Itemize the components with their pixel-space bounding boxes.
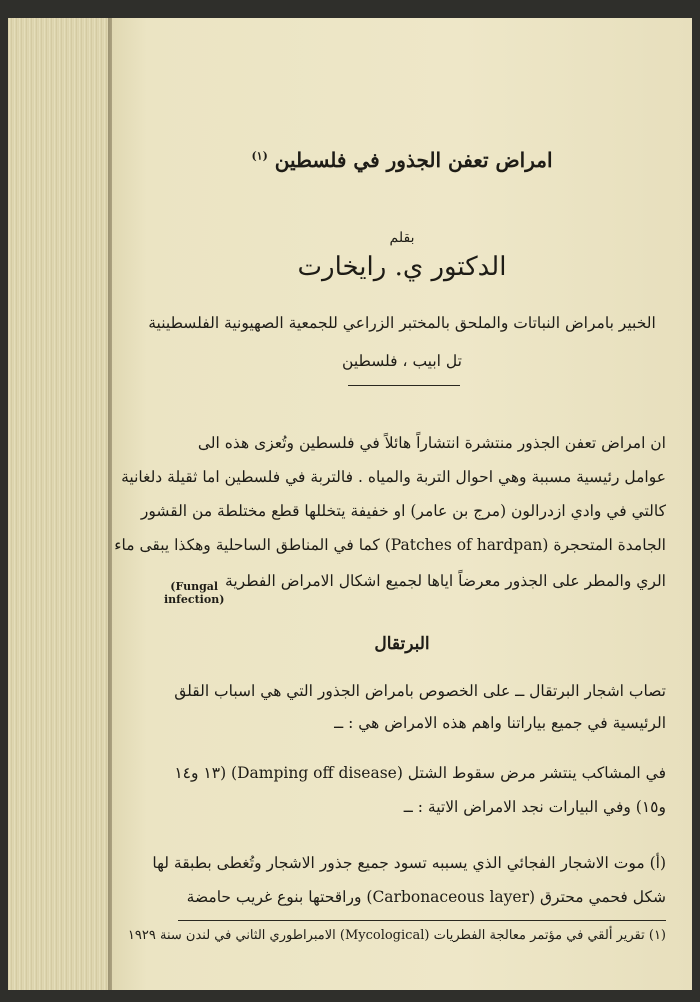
footnote-divider [178, 920, 666, 921]
title-text: امراض تعفن الجذور في فلسطين [274, 148, 553, 172]
para3-line-1: (أ) موت الاشجار الفجائي الذي يسببه تسود جميع جذور الاشجار وتُغطى بطبقة لها [152, 854, 666, 872]
margin-note-line-1: (Fungal [170, 580, 219, 593]
affiliation-line-2: تل ابيب ، فلسطين [342, 352, 462, 370]
section-heading: البرتقال [374, 634, 430, 654]
page-edges [8, 18, 116, 990]
intro-line-3: كالتي في وادي ازدرالون (مرج بن عامر) او خفيفة يتخللها قطع مختلطة من القشور [140, 502, 666, 520]
para2-line-1: في المشاكب ينتشر مرض سقوط الشتل (Damping off disease) (١٣ و١٤ [174, 764, 666, 782]
para3-line-2: شكل فحمي محترق (Carbonaceous layer) وراقحتها بنوع غريب حامضة [186, 888, 666, 906]
margin-note-line-2: infection) [164, 593, 225, 606]
intro-line-1: ان امراض تعفن الجذور منتشرة انتشاراً هائلاً في فلسطين وتُعزى هذه الى [197, 434, 666, 452]
para1-line-2: الرئيسية في جميع بياراتنا واهم هذه الامراض هي : ــ [334, 714, 666, 732]
para1-line-1: تصاب اشجار البرتقال ــ على الخصوص بامراض الجذور التي هي اسباب القلق [174, 682, 666, 700]
para2-line-2: و١٥) وفي البيارات نجد الامراض الاتية : ــ [403, 798, 666, 816]
title-footnote-marker: (١) [251, 149, 268, 163]
article-title [112, 148, 692, 172]
title-divider [348, 385, 460, 386]
intro-line-5: الري والمطر على الجذور معرضاً اياها لجميع اشكال الامراض الفطرية [225, 572, 666, 590]
intro-line-2: عوامل رئيسية مسببة وهي احوال التربة والمياه . فالتربة في فلسطين اما ثقيلة دلغانية [121, 468, 666, 486]
author-name: الدكتور ي. رايخارت [297, 252, 507, 282]
footnote: (١) تقرير ألقي في مؤتمر معالجة الفطريات (Mycological) الامبراطوري الثاني في لندن سنة ١٩٢٩ [127, 928, 666, 943]
byline: بقلم [389, 230, 415, 246]
book-page [112, 18, 692, 990]
intro-line-4: الجامدة المتحجرة (Patches of hardpan) كما في المناطق الساحلية وهكذا يبقى ماء [114, 536, 666, 554]
affiliation-line-1: الخبير بامراض النباتات والملحق بالمختبر الزراعي للجمعية الصهيونية الفلسطينية [148, 314, 656, 332]
margin-note [164, 580, 224, 606]
